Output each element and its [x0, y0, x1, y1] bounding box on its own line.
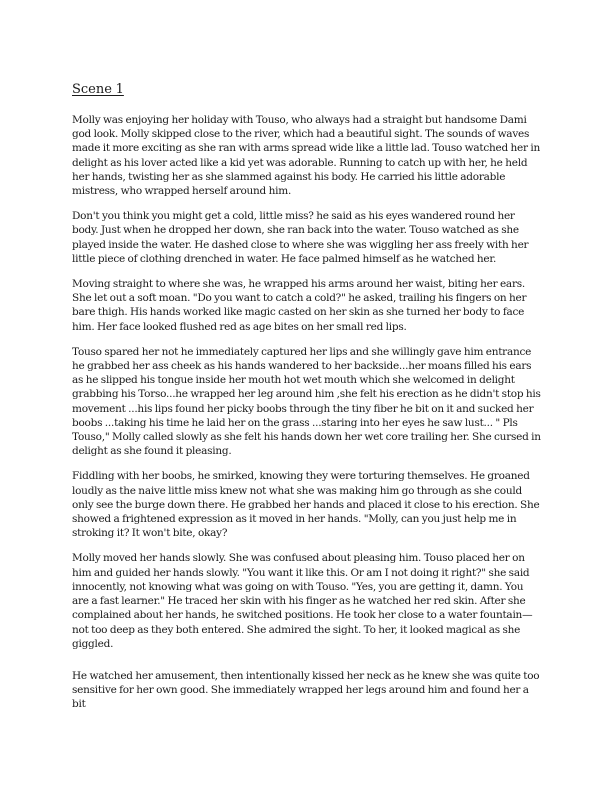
paragraph-5: Fiddling with her boobs, he smirked, knowing they were torturing themselves. He groaned loudly as the naive little miss knew not what she was making him go through as she could only see the burge down there. He grabbed her hands and placed it close to his erection. She showed a frightened expression as it moved in her hands. "Molly, can you just help me in stroking it? It won't bite, okay?: [72, 470, 540, 540]
document-body: [72, 82, 542, 723]
paragraph-4: Touso spared her not he immediately captured her lips and she willingly gave him entrance he grabbed her ass cheek as his hands wandered to her backside...her moans filled his ears as he slipped his tongue inside her mouth hot wet mouth which she welcomed in delight grabbing his Torso...he wrapped her leg around him ,she felt his erection as he didn't stop his movement ...his lips found her picky boobs through the tiny fiber he bit on it and sucked her boobs ...taking his time he laid her on the grass ...staring into her eyes he saw lust... " Pls Touso," Molly called slowly as she felt his hands down her wet core trailing her. She cursed in delight as she found it pleasing.: [72, 345, 541, 458]
paragraph-2: Don't you think you might get a cold, little miss? he said as his eyes wandered round her body. Just when he dropped her down, she ran back into the water. Touso watched as she played inside the water. He dashed close to where she was wiggling her ass freely with her little piece of clothing drenched in water. He face palmed himself as he watched her.: [72, 210, 529, 265]
paragraph-6: Molly moved her hands slowly. She was confused about pleasing him. Touso placed her on him and guided her hands slowly. "You want it like this. Or am I not doing it right?" she said innocently, not knowing what was going on with Touso. "Yes, you are getting it, damn. You are a fast learner." He traced her skin with his finger as he watched her red skin. After she complained about her hands, he switched positions. He took her close to a water fountain—not too deep as they both entered. She admired the sight. To her, it looked magical as she giggled.: [72, 552, 533, 650]
paragraph-3: Moving straight to where she was, he wrapped his arms around her waist, biting her ears. She let out a soft moan. "Do you want to catch a cold?" he asked, trailing his fingers on her bare thigh. His hands worked like magic casted on her skin as she turned her body to face him. Her face looked flushed red as age bites on her small red lips.: [72, 278, 527, 333]
scene-heading: Scene 1: [72, 82, 124, 97]
paragraph-7: He watched her amusement, then intentionally kissed her neck as he knew she was quite too sensitive for her own good. She immediately wrapped her legs around him and found her a bit: [72, 669, 540, 711]
paragraph-1: Molly was enjoying her holiday with Touso, who always had a straight but handsome Dami god look. Molly skipped close to the river, which had a beautiful sight. The sounds of waves made it more exciting as she ran with arms spread wide like a little lad. Touso watched her in delight as his lover acted like a kid yet was adorable. Running to catch up with her, he held her hands, twisting her as she slammed against his body. He carried his little adorable mistress, who wrapped herself around him.: [72, 114, 540, 198]
